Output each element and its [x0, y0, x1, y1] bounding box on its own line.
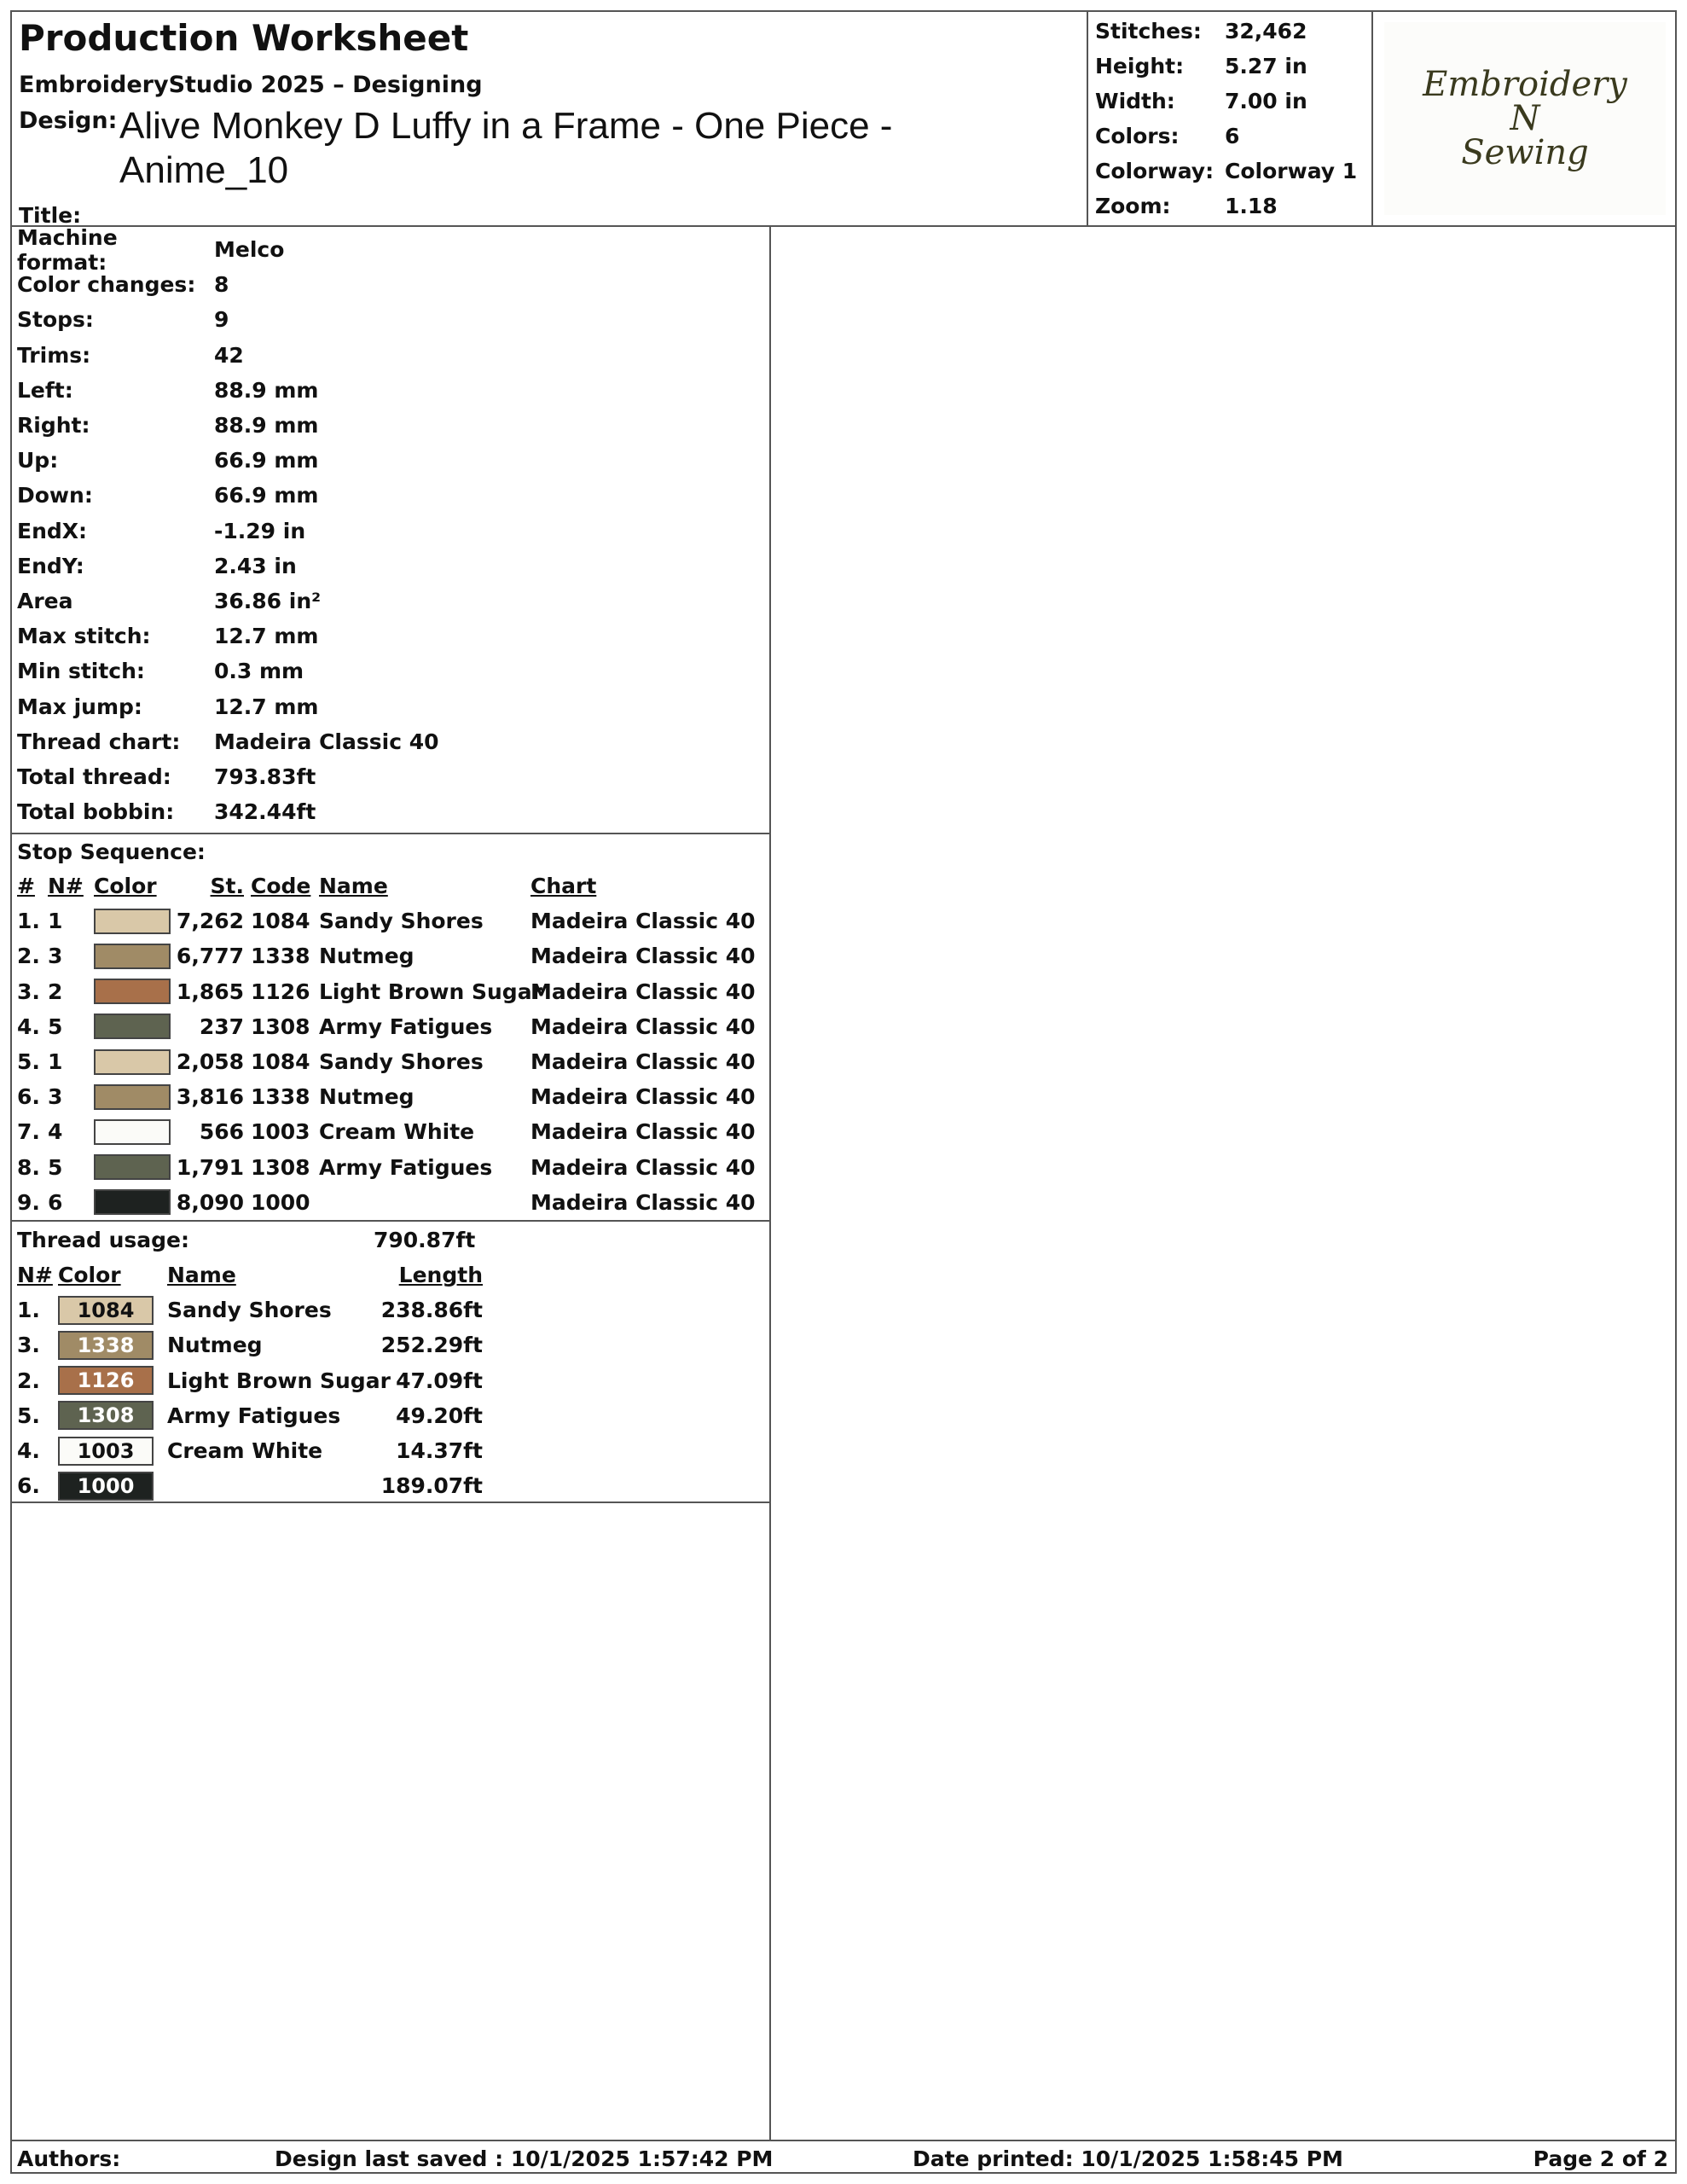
stitch-count: 8,090	[176, 1189, 244, 1215]
col-name: Name	[319, 874, 388, 899]
table-row	[12, 1114, 769, 1149]
color-cell	[94, 909, 176, 934]
footer-date-printed: Date printed: 10/1/2025 1:58:45 PM	[913, 2146, 1343, 2171]
col-stitches: St.	[210, 874, 244, 899]
stitch-count: 566	[199, 1119, 244, 1145]
info-value: 88.9 mm	[214, 413, 319, 439]
info-label: EndY:	[17, 553, 84, 578]
stat-value: 7.00 in	[1225, 89, 1307, 113]
thread-name: Nutmeg	[319, 1084, 415, 1110]
needle-number: 5	[48, 1154, 63, 1180]
thread-code: 1338	[251, 944, 310, 969]
thread-length: 238.86ft	[380, 1298, 483, 1323]
table-row	[12, 1079, 769, 1114]
info-value: 66.9 mm	[214, 448, 319, 473]
info-value: 8	[214, 272, 229, 298]
col-length: Length	[398, 1263, 483, 1288]
info-value: 2.43 in	[214, 553, 297, 578]
color-cell	[58, 1331, 167, 1360]
info-value: 342.44ft	[214, 799, 316, 825]
stat-value: Colorway 1	[1225, 159, 1358, 183]
table-row	[12, 1292, 769, 1327]
logo-text-line2: N	[1510, 99, 1540, 138]
color-cell	[94, 1154, 176, 1180]
needle-number: 2	[48, 979, 63, 1004]
color-code-chip: 1126	[58, 1366, 154, 1395]
color-swatch	[94, 1189, 171, 1215]
color-swatch	[94, 909, 171, 934]
stop-number: 3.	[17, 979, 40, 1004]
table-row	[12, 1468, 769, 1503]
info-label: Area	[17, 588, 73, 613]
info-value: 42	[214, 342, 244, 368]
stat-label: Colors:	[1095, 124, 1180, 148]
info-label: Trims:	[17, 342, 91, 368]
color-cell	[58, 1296, 167, 1325]
thread-usage-rows	[12, 1292, 769, 1503]
color-swatch	[94, 1014, 171, 1039]
stop-number: 9.	[17, 1189, 40, 1215]
thread-name: Army Fatigues	[319, 1154, 493, 1180]
color-swatch	[94, 944, 171, 969]
stat-value: 5.27 in	[1225, 54, 1307, 78]
col-name: Name	[167, 1263, 236, 1288]
thread-code: 1338	[251, 1084, 310, 1110]
stop-sequence-rows	[12, 903, 769, 1220]
stitch-count: 2,058	[176, 1049, 244, 1075]
footer-authors: Authors:	[17, 2146, 121, 2171]
thread-name: Light Brown Sugar	[167, 1368, 391, 1393]
color-cell	[94, 1084, 176, 1110]
machine-info-panel	[12, 224, 769, 834]
needle-number: 2.	[17, 1368, 40, 1393]
thread-name: Nutmeg	[167, 1333, 263, 1358]
info-value: 36.86 in²	[214, 588, 322, 613]
thread-length: 14.37ft	[396, 1438, 483, 1464]
info-value: 9	[214, 307, 229, 333]
col-color: Color	[94, 874, 157, 899]
stat-label: Zoom:	[1095, 194, 1171, 218]
info-label: Right:	[17, 413, 90, 439]
title-label: Title:	[19, 203, 82, 228]
info-row	[12, 619, 769, 653]
stitch-count: 7,262	[176, 909, 244, 934]
footer-page-number: Page 2 of 2	[1533, 2146, 1668, 2171]
color-swatch	[94, 1084, 171, 1110]
color-cell	[94, 944, 176, 969]
thread-chart: Madeira Classic 40	[530, 1049, 756, 1075]
color-cell	[58, 1366, 167, 1395]
table-row	[12, 903, 769, 938]
stitch-count: 237	[199, 1014, 244, 1039]
worksheet-page	[10, 10, 1677, 2174]
needle-number: 1.	[17, 1298, 40, 1323]
stitch-count: 1,865	[176, 979, 244, 1004]
needle-number: 5.	[17, 1403, 40, 1428]
col-chart: Chart	[530, 874, 597, 899]
info-label: Thread chart:	[17, 729, 181, 754]
col-needle: N#	[48, 874, 84, 899]
stop-sequence-header	[12, 868, 769, 903]
info-row	[12, 338, 769, 373]
table-row	[12, 1327, 769, 1362]
thread-length: 47.09ft	[396, 1368, 483, 1393]
info-row	[12, 514, 769, 549]
info-label: Total thread:	[17, 764, 171, 789]
thread-name: Army Fatigues	[319, 1014, 493, 1039]
color-code-chip: 1338	[58, 1331, 154, 1360]
software-subtitle: EmbroideryStudio 2025 – Designing	[19, 72, 483, 98]
thread-usage-header	[12, 1258, 769, 1292]
table-row	[12, 1009, 769, 1044]
info-row	[12, 688, 769, 723]
info-row	[12, 302, 769, 337]
stop-number: 2.	[17, 944, 40, 969]
info-row	[12, 549, 769, 584]
info-row	[12, 443, 769, 478]
needle-number: 3	[48, 1084, 63, 1110]
info-label: Up:	[17, 448, 59, 473]
stop-number: 8.	[17, 1154, 40, 1180]
thread-code: 1000	[251, 1189, 310, 1215]
info-row	[12, 759, 769, 794]
info-value: 0.3 mm	[214, 659, 304, 684]
color-code-chip: 1000	[58, 1472, 154, 1501]
table-row	[12, 1398, 769, 1433]
info-row	[12, 478, 769, 513]
table-row	[12, 1363, 769, 1398]
stat-row-zoom	[1090, 189, 1371, 224]
info-value: Madeira Classic 40	[214, 729, 439, 754]
info-value: 793.83ft	[214, 764, 316, 789]
thread-name: Cream White	[319, 1119, 475, 1145]
stat-row-height	[1090, 49, 1371, 84]
thread-name: Sandy Shores	[319, 909, 484, 934]
design-name: Alive Monkey D Luffy in a Frame - One Piece - Anime_10	[119, 105, 893, 191]
thread-chart: Madeira Classic 40	[530, 1119, 756, 1145]
thread-code: 1126	[251, 979, 310, 1004]
info-row	[12, 724, 769, 759]
info-value: Melco	[214, 237, 285, 263]
info-label: Stops:	[17, 307, 94, 333]
table-row	[12, 1185, 769, 1220]
needle-number: 1	[48, 1049, 63, 1075]
info-value: 12.7 mm	[214, 694, 319, 719]
stat-label: Stitches:	[1095, 19, 1202, 44]
info-value: 66.9 mm	[214, 483, 319, 508]
thread-chart: Madeira Classic 40	[530, 1189, 756, 1215]
page-title: Production Worksheet	[19, 17, 469, 59]
design-label: Design:	[19, 107, 118, 134]
needle-number: 5	[48, 1014, 63, 1039]
col-color: Color	[58, 1263, 121, 1288]
logo-box	[1384, 22, 1666, 215]
thread-length: 49.20ft	[396, 1403, 483, 1428]
table-row	[12, 1433, 769, 1468]
thread-code: 1308	[251, 1014, 310, 1039]
footer-last-saved: Design last saved : 10/1/2025 1:57:42 PM	[275, 2146, 774, 2171]
thread-chart: Madeira Classic 40	[530, 944, 756, 969]
table-row	[12, 974, 769, 1009]
left-column	[12, 224, 771, 2140]
color-cell	[94, 1119, 176, 1145]
thread-length: 252.29ft	[380, 1333, 483, 1358]
info-label: EndX:	[17, 518, 88, 543]
needle-number: 4	[48, 1119, 63, 1145]
col-code: Code	[251, 874, 311, 899]
thread-chart: Madeira Classic 40	[530, 1014, 756, 1039]
info-label: Color changes:	[17, 272, 196, 298]
thread-code: 1084	[251, 909, 310, 934]
needle-number: 6.	[17, 1473, 40, 1499]
stat-value: 6	[1225, 124, 1240, 148]
needle-number: 1	[48, 909, 63, 934]
stitch-count: 1,791	[176, 1154, 244, 1180]
info-value: 12.7 mm	[214, 624, 319, 649]
stat-row-stitches	[1090, 14, 1371, 49]
stop-number: 6.	[17, 1084, 40, 1110]
info-label: Left:	[17, 377, 73, 403]
stop-sequence-panel	[12, 834, 769, 1222]
thread-usage-title-row	[12, 1222, 769, 1258]
thread-chart: Madeira Classic 40	[530, 909, 756, 934]
color-cell	[94, 1014, 176, 1039]
info-label: Machine format:	[17, 224, 118, 275]
color-cell	[58, 1437, 167, 1466]
brand-logo	[1375, 12, 1675, 225]
color-swatch	[94, 979, 171, 1004]
info-value: -1.29 in	[214, 518, 306, 543]
needle-number: 3	[48, 944, 63, 969]
info-row	[12, 267, 769, 302]
header-stats	[1090, 12, 1373, 225]
thread-name: Army Fatigues	[167, 1403, 341, 1428]
thread-usage-title: Thread usage:	[17, 1227, 190, 1252]
table-row	[12, 1150, 769, 1185]
stat-label: Width:	[1095, 89, 1175, 113]
thread-name: Sandy Shores	[319, 1049, 484, 1075]
color-cell	[58, 1401, 167, 1430]
stat-label: Height:	[1095, 54, 1185, 78]
worksheet-header	[12, 12, 1675, 227]
thread-name: Sandy Shores	[167, 1298, 332, 1323]
needle-number: 4.	[17, 1438, 40, 1464]
thread-name: Cream White	[167, 1438, 323, 1464]
info-label: Max stitch:	[17, 624, 151, 649]
color-swatch	[94, 1154, 171, 1180]
stop-number: 5.	[17, 1049, 40, 1075]
thread-chart: Madeira Classic 40	[530, 1154, 756, 1180]
thread-name: Light Brown Sugar	[319, 979, 542, 1004]
color-cell	[94, 1049, 176, 1075]
thread-code: 1308	[251, 1154, 310, 1180]
table-row	[12, 1044, 769, 1079]
thread-usage-total: 790.87ft	[374, 1227, 476, 1252]
stat-row-colorway	[1090, 154, 1371, 189]
info-row	[12, 224, 769, 275]
needle-number: 3.	[17, 1333, 40, 1358]
thread-name: Nutmeg	[319, 944, 415, 969]
worksheet-footer	[12, 2140, 1675, 2174]
logo-text-line3: Sewing	[1461, 133, 1589, 172]
stop-number: 1.	[17, 909, 40, 934]
stat-row-colors	[1090, 119, 1371, 154]
stop-number: 7.	[17, 1119, 40, 1145]
stat-value: 32,462	[1225, 19, 1307, 44]
thread-chart: Madeira Classic 40	[530, 1084, 756, 1110]
thread-code: 1084	[251, 1049, 310, 1075]
thread-chart: Madeira Classic 40	[530, 979, 756, 1004]
stitch-count: 3,816	[176, 1084, 244, 1110]
info-row	[12, 794, 769, 829]
needle-number: 6	[48, 1189, 63, 1215]
info-label: Min stitch:	[17, 659, 145, 684]
info-row	[12, 408, 769, 443]
info-value: 88.9 mm	[214, 377, 319, 403]
color-code-chip: 1003	[58, 1437, 154, 1466]
stop-sequence-title: Stop Sequence:	[17, 839, 206, 864]
color-code-chip: 1084	[58, 1296, 154, 1325]
info-row	[12, 373, 769, 408]
info-row	[12, 653, 769, 688]
col-needle: N#	[17, 1263, 53, 1288]
color-cell	[94, 1189, 176, 1215]
logo-text-line1: Embroidery	[1423, 65, 1627, 104]
stat-row-width	[1090, 84, 1371, 119]
header-title-block	[12, 12, 1088, 228]
info-label: Max jump:	[17, 694, 142, 719]
stat-label: Colorway:	[1095, 159, 1215, 183]
color-swatch	[94, 1049, 171, 1075]
info-label: Total bobbin:	[17, 799, 175, 825]
col-num: #	[17, 874, 35, 899]
color-code-chip: 1308	[58, 1401, 154, 1430]
color-cell	[58, 1472, 167, 1501]
info-row	[12, 584, 769, 619]
stop-number: 4.	[17, 1014, 40, 1039]
stitch-count: 6,777	[176, 944, 244, 969]
thread-length: 189.07ft	[380, 1473, 483, 1499]
stat-value: 1.18	[1225, 194, 1278, 218]
thread-code: 1003	[251, 1119, 310, 1145]
table-row	[12, 938, 769, 973]
info-label: Down:	[17, 483, 93, 508]
color-cell	[94, 979, 176, 1004]
color-swatch	[94, 1119, 171, 1145]
thread-usage-panel	[12, 1222, 769, 1503]
